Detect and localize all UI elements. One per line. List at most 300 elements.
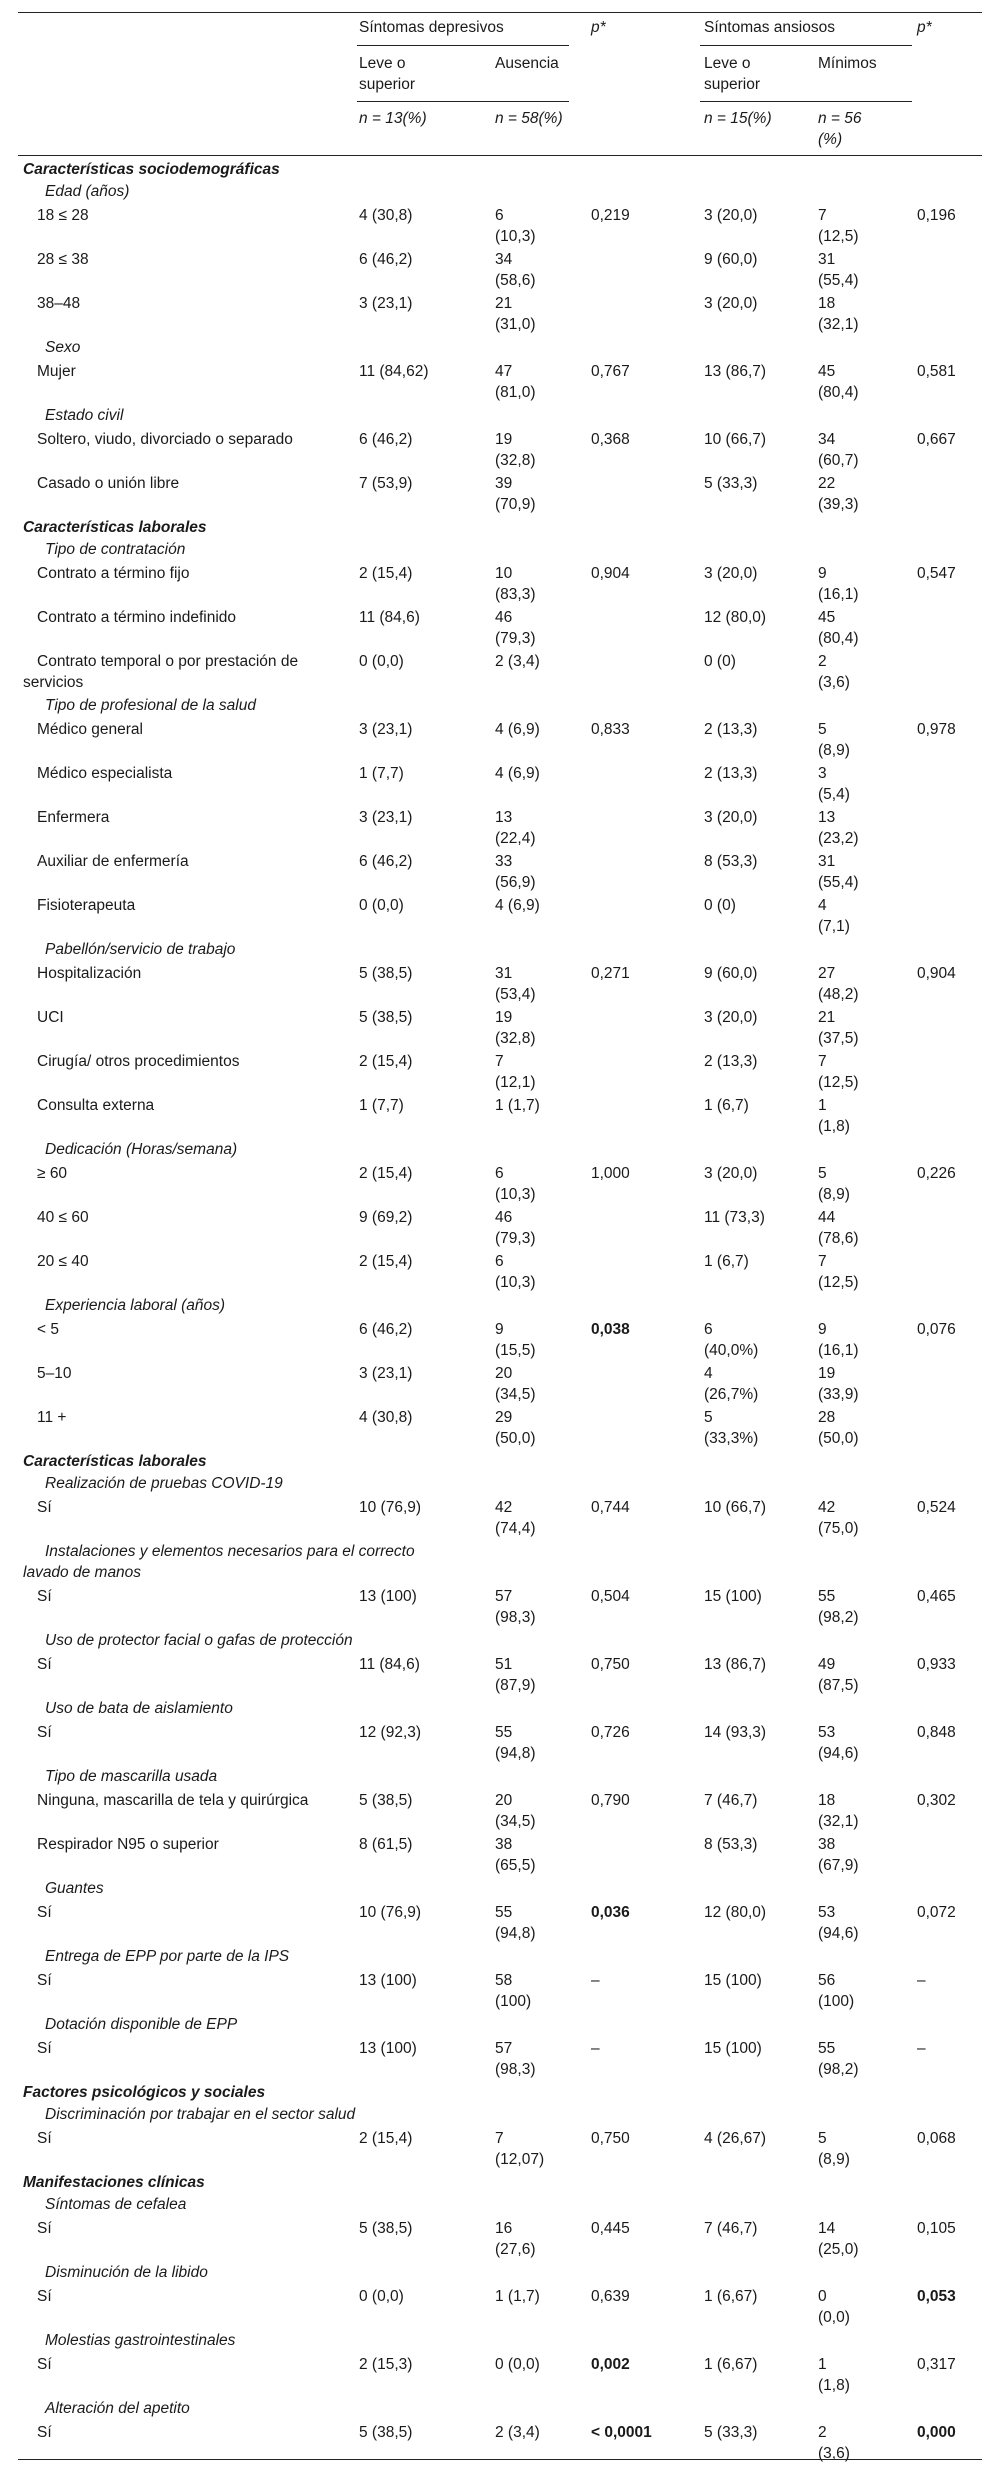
dep-p-value: 0,744 [591,1499,630,1516]
anx-leve-value: 1 (6,67) [704,2288,758,2305]
anx-leve-value: 15 (100) [704,1972,762,1989]
anx-minimos-value: 28 [818,1409,836,1426]
anx-minimos-value: (60,7) [818,452,859,469]
anx-minimos-header: Mínimos [818,55,877,72]
anxiety-subheader-rule [700,101,912,102]
anx-leve-n: n = 15(%) [704,110,772,127]
dep-ausencia-value: (74,4) [495,1520,536,1537]
dep-leve-value: 10 (76,9) [359,1499,422,1516]
group-label: Edad (años) [45,183,130,200]
anx-minimos-value: (48,2) [818,986,859,1003]
anx-p-value: 0,848 [917,1724,956,1741]
anx-minimos-value: 34 [818,431,836,448]
dep-leve-value: 3 (23,1) [359,295,413,312]
dep-ausencia-value: 0 (0,0) [495,2356,540,2373]
section-heading: Factores psicológicos y sociales [23,2084,266,2101]
anx-leve-value: 1 (6,7) [704,1253,749,1270]
row-label: ≥ 60 [37,1165,68,1182]
anx-p-value: 0,000 [917,2424,956,2441]
anx-leve-header: Leve o [704,55,751,72]
dep-ausencia-value: (50,0) [495,1430,536,1447]
row-label: Casado o unión libre [37,475,180,492]
dep-ausencia-n: n = 58(%) [495,110,563,127]
group-label: Síntomas de cefalea [45,2196,187,2213]
anx-minimos-value: (7,1) [818,918,850,935]
group-label: Alteración del apetito [45,2400,190,2417]
dep-p-value: 0,790 [591,1792,630,1809]
dep-leve-value: 3 (23,1) [359,721,413,738]
anx-minimos-value: (67,9) [818,1857,859,1874]
dep-leve-value: 9 (69,2) [359,1209,413,1226]
row-label: Sí [37,2220,52,2237]
dep-ausencia-value: 6 [495,207,504,224]
anx-minimos-value: (12,5) [818,1274,859,1291]
anx-minimos-value: (55,4) [818,874,859,891]
anx-leve-value: 12 (80,0) [704,1904,767,1921]
anx-minimos-value: 55 [818,1588,836,1605]
anx-leve-value: 4 [704,1365,713,1382]
dep-p-value: 0,219 [591,207,630,224]
anx-leve-value: 8 (53,3) [704,853,758,870]
anx-leve-value: 1 (6,7) [704,1097,749,1114]
row-label: Sí [37,1724,52,1741]
dep-ausencia-value: 19 [495,431,513,448]
dep-ausencia-value: (70,9) [495,496,536,513]
row-label: Sí [37,1972,52,1989]
anx-p-value: 0,076 [917,1321,956,1338]
depressive-group-rule [357,45,569,46]
anx-minimos-value: (5,4) [818,786,850,803]
anx-minimos-value: (16,1) [818,586,859,603]
dep-leve-value: 10 (76,9) [359,1904,422,1921]
group-label: Disminución de la libido [45,2264,208,2281]
group-label: Molestias gastrointestinales [45,2332,236,2349]
row-label: Soltero, viudo, divorciado o separado [37,431,293,448]
dep-ausencia-value: 2 (3,4) [495,653,540,670]
anx-minimos-value: (8,9) [818,1186,850,1203]
anx-minimos-value: (8,9) [818,742,850,759]
anx-leve-value: 9 (60,0) [704,965,758,982]
anx-minimos-value: 1 [818,1097,827,1114]
dep-p-value: – [591,2040,600,2057]
anx-leve-value: 15 (100) [704,2040,762,2057]
anx-minimos-value: 53 [818,1904,836,1921]
dep-ausencia-value: (12,07) [495,2151,545,2168]
anx-leve-value: 0 (0) [704,653,736,670]
anx-p-value: 0,226 [917,1165,956,1182]
row-label: 5–10 [37,1365,72,1382]
row-label: Sí [37,2130,52,2147]
p-value-header-anxiety: p* [917,19,932,36]
anx-minimos-value: (100) [818,1993,855,2010]
row-label: Sí [37,2288,52,2305]
anx-minimos-value: (8,9) [818,2151,850,2168]
dep-ausencia-value: 38 [495,1836,513,1853]
p-value-header-depressive: p* [591,19,606,36]
anx-leve-value: 14 (93,3) [704,1724,767,1741]
dep-ausencia-value: 33 [495,853,513,870]
dep-leve-value: 11 (84,6) [359,1656,420,1673]
anx-minimos-value: 7 [818,1253,827,1270]
dep-ausencia-value: (53,4) [495,986,536,1003]
section-heading: Características sociodemográficas [23,161,280,178]
anx-minimos-value: 19 [818,1365,836,1382]
dep-leve-value: 11 (84,62) [359,363,429,380]
row-label: < 5 [37,1321,59,1338]
anx-minimos-n: (%) [818,131,843,148]
anx-minimos-value: (0,0) [818,2309,850,2326]
dep-leve-value: 7 (53,9) [359,475,413,492]
anx-leve-value: 4 (26,67) [704,2130,767,2147]
dep-leve-value: 13 (100) [359,2040,417,2057]
anx-leve-value: 15 (100) [704,1588,762,1605]
anx-minimos-value: 38 [818,1836,836,1853]
anx-minimos-value: (94,6) [818,1745,859,1762]
anx-leve-value: 7 (46,7) [704,1792,758,1809]
dep-p-value: – [591,1972,600,1989]
anx-p-value: 0,933 [917,1656,956,1673]
anx-p-value: – [917,1972,926,1989]
anx-minimos-value: 27 [818,965,836,982]
dep-p-value: 0,767 [591,363,630,380]
dep-ausencia-value: (15,5) [495,1342,536,1359]
dep-leve-value: 5 (38,5) [359,1009,413,1026]
anx-minimos-value: (75,0) [818,1520,859,1537]
dep-p-value: 0,639 [591,2288,630,2305]
row-label: Mujer [37,363,76,380]
dep-ausencia-value: 55 [495,1724,513,1741]
anx-leve-header: superior [704,76,760,93]
anx-minimos-value: (80,4) [818,630,859,647]
anx-leve-value: (33,3%) [704,1430,759,1447]
dep-ausencia-value: (12,1) [495,1074,536,1091]
dep-ausencia-value: 4 (6,9) [495,721,540,738]
dep-ausencia-value: (98,3) [495,2061,536,2078]
dep-leve-value: 6 (46,2) [359,251,413,268]
table-bottom-rule [18,2459,982,2460]
anx-minimos-value: 5 [818,2130,827,2147]
dep-ausencia-value: (31,0) [495,316,536,333]
anx-leve-value: 6 [704,1321,713,1338]
dep-leve-value: 1 (7,7) [359,765,404,782]
row-label: 28 ≤ 38 [37,251,89,268]
dep-leve-value: 8 (61,5) [359,1836,413,1853]
anxiety-group-rule [700,45,912,46]
anx-leve-value: 5 [704,1409,713,1426]
dep-ausencia-value: 13 [495,809,513,826]
anx-minimos-value: (25,0) [818,2241,859,2258]
anx-p-value: 0,105 [917,2220,956,2237]
dep-ausencia-value: 57 [495,1588,513,1605]
anx-minimos-value: (87,5) [818,1677,859,1694]
anx-minimos-n: n = 56 [818,110,862,127]
anx-p-value: 0,053 [917,2288,956,2305]
anx-p-value: – [917,2040,926,2057]
row-label: Ninguna, mascarilla de tela y quirúrgica [37,1792,309,1809]
anx-leve-value: 9 (60,0) [704,251,758,268]
anx-minimos-value: 3 [818,765,827,782]
row-label: UCI [37,1009,64,1026]
dep-ausencia-value: (87,9) [495,1677,536,1694]
anx-minimos-value: (23,2) [818,830,859,847]
row-label: Contrato a término fijo [37,565,190,582]
dep-ausencia-value: (56,9) [495,874,536,891]
dep-leve-value: 2 (15,4) [359,2130,413,2147]
dep-ausencia-value: 31 [495,965,513,982]
anx-leve-value: 3 (20,0) [704,1165,758,1182]
dep-ausencia-value: (10,3) [495,228,536,245]
group-label: Dedicación (Horas/semana) [45,1141,238,1158]
anx-minimos-value: (32,1) [818,316,859,333]
group-label: Sexo [45,339,81,356]
dep-ausencia-value: 7 [495,1053,504,1070]
dep-ausencia-value: 19 [495,1009,513,1026]
anx-minimos-value: 18 [818,295,836,312]
anx-leve-value: 8 (53,3) [704,1836,758,1853]
dep-ausencia-value: (34,5) [495,1386,536,1403]
row-label: servicios [23,674,84,691]
dep-leve-value: 2 (15,3) [359,2356,413,2373]
anx-p-value: 0,068 [917,2130,956,2147]
group-label: Entrega de EPP por parte de la IPS [45,1948,290,1965]
dep-ausencia-value: 57 [495,2040,513,2057]
anx-leve-value: 2 (13,3) [704,721,758,738]
dep-ausencia-value: 34 [495,251,513,268]
dep-ausencia-value: (83,3) [495,586,536,603]
anx-minimos-value: 18 [818,1792,836,1809]
anx-minimos-value: 4 [818,897,827,914]
dep-ausencia-value: (34,5) [495,1813,536,1830]
row-label: Sí [37,2040,52,2057]
row-label: Consulta externa [37,1097,155,1114]
dep-ausencia-value: 29 [495,1409,513,1426]
dep-ausencia-value: 20 [495,1365,513,1382]
anx-leve-value: 3 (20,0) [704,207,758,224]
dep-ausencia-value: 4 (6,9) [495,897,540,914]
dep-ausencia-value: (22,4) [495,830,536,847]
anx-minimos-value: (1,8) [818,2377,850,2394]
anx-minimos-value: (50,0) [818,1430,859,1447]
section-heading: Características laborales [23,1453,207,1470]
anx-minimos-value: 45 [818,363,836,380]
dep-ausencia-value: (27,6) [495,2241,536,2258]
group-label: Instalaciones y elementos necesarios para el correcto [45,1543,415,1560]
dep-leve-value: 6 (46,2) [359,431,413,448]
anx-leve-value: 5 (33,3) [704,475,758,492]
anxiety-group-header: Síntomas ansiosos [704,19,835,36]
dep-p-value: 0,833 [591,721,630,738]
dep-leve-header: superior [359,76,415,93]
anx-minimos-value: 9 [818,565,827,582]
anx-minimos-value: 31 [818,853,836,870]
dep-ausencia-value: 46 [495,1209,513,1226]
anx-p-value: 0,667 [917,431,956,448]
row-label: Auxiliar de enfermería [37,853,189,870]
row-label: Contrato temporal o por prestación de [37,653,299,670]
anx-minimos-value: (16,1) [818,1342,859,1359]
anx-minimos-value: 45 [818,609,836,626]
section-heading: Características laborales [23,519,207,536]
dep-ausencia-value: 21 [495,295,513,312]
anx-minimos-value: (3,6) [818,674,850,691]
anx-leve-value: 11 (73,3) [704,1209,765,1226]
dep-ausencia-value: (98,3) [495,1609,536,1626]
dep-ausencia-value: 51 [495,1656,513,1673]
group-label: Dotación disponible de EPP [45,2016,238,2033]
group-label: lavado de manos [23,1564,142,1581]
dep-p-value: 0,750 [591,1656,630,1673]
dep-p-value: 0,038 [591,1321,630,1338]
anx-minimos-value: 1 [818,2356,827,2373]
row-label: Médico general [37,721,143,738]
header-bottom-rule [18,155,982,156]
dep-p-value: 0,504 [591,1588,630,1605]
dep-ausencia-value: (32,8) [495,1030,536,1047]
row-label: Médico especialista [37,765,173,782]
row-label: Fisioterapeuta [37,897,136,914]
dep-ausencia-value: (79,3) [495,1230,536,1247]
dep-leve-value: 5 (38,5) [359,2424,413,2441]
row-label: 38–48 [37,295,81,312]
anx-minimos-value: 7 [818,207,827,224]
anx-p-value: 0,904 [917,965,956,982]
dep-ausencia-value: 58 [495,1972,513,1989]
anx-minimos-value: (94,6) [818,1925,859,1942]
dep-ausencia-value: 47 [495,363,513,380]
anx-minimos-value: 56 [818,1972,836,1989]
dep-leve-value: 6 (46,2) [359,853,413,870]
table-top-rule [18,12,982,13]
group-label: Pabellón/servicio de trabajo [45,941,236,958]
anx-p-value: 0,581 [917,363,956,380]
dep-ausencia-value: 7 [495,2130,504,2147]
row-label: 18 ≤ 28 [37,207,89,224]
dep-ausencia-value: 20 [495,1792,513,1809]
anx-minimos-value: 9 [818,1321,827,1338]
dep-leve-value: 0 (0,0) [359,2288,404,2305]
anx-minimos-value: 22 [818,475,836,492]
dep-ausencia-header: Ausencia [495,55,559,72]
dep-ausencia-value: 6 [495,1165,504,1182]
anx-leve-value: 1 (6,67) [704,2356,758,2373]
row-label: Sí [37,2424,52,2441]
anx-minimos-value: (37,5) [818,1030,859,1047]
anx-minimos-value: 42 [818,1499,836,1516]
dep-leve-value: 2 (15,4) [359,565,413,582]
dep-ausencia-value: (58,6) [495,272,536,289]
group-label: Discriminación por trabajar en el sector salud [45,2106,356,2123]
row-label: Sí [37,1904,52,1921]
dep-p-value: 0,904 [591,565,630,582]
row-label: Cirugía/ otros procedimientos [37,1053,240,1070]
anx-minimos-value: 44 [818,1209,836,1226]
group-label: Uso de bata de aislamiento [45,1700,233,1717]
group-label: Tipo de contratación [45,541,186,558]
anx-leve-value: 13 (86,7) [704,1656,767,1673]
dep-p-value: 1,000 [591,1165,630,1182]
row-label: Sí [37,2356,52,2373]
anx-minimos-value: (12,5) [818,1074,859,1091]
anx-leve-value: 5 (33,3) [704,2424,758,2441]
dep-leve-value: 0 (0,0) [359,653,404,670]
anx-minimos-value: (78,6) [818,1230,859,1247]
anx-leve-value: 3 (20,0) [704,565,758,582]
dep-leve-value: 13 (100) [359,1588,417,1605]
dep-ausencia-value: 4 (6,9) [495,765,540,782]
dep-leve-value: 3 (23,1) [359,809,413,826]
row-label: Respirador N95 o superior [37,1836,219,1853]
anx-minimos-value: (33,9) [818,1386,859,1403]
anx-minimos-value: 53 [818,1724,836,1741]
anx-minimos-value: 0 [818,2288,827,2305]
anx-leve-value: 0 (0) [704,897,736,914]
dep-ausencia-value: (94,8) [495,1925,536,1942]
anx-minimos-value: 2 [818,653,827,670]
dep-ausencia-value: 9 [495,1321,504,1338]
anx-p-value: 0,978 [917,721,956,738]
anx-p-value: 0,302 [917,1792,956,1809]
dep-p-value: 0,726 [591,1724,630,1741]
anx-leve-value: 2 (13,3) [704,765,758,782]
dep-p-value: 0,368 [591,431,630,448]
anx-p-value: 0,547 [917,565,956,582]
dep-leve-value: 13 (100) [359,1972,417,1989]
group-label: Realización de pruebas COVID-19 [45,1475,283,1492]
row-label: Contrato a término indefinido [37,609,237,626]
group-label: Guantes [45,1880,104,1897]
dep-p-value: 0,750 [591,2130,630,2147]
anx-p-value: 0,317 [917,2356,956,2373]
anx-minimos-value: 13 [818,809,836,826]
dep-ausencia-value: 1 (1,7) [495,1097,540,1114]
row-label: Hospitalización [37,965,142,982]
anx-minimos-value: (1,8) [818,1118,850,1135]
dep-ausencia-value: (32,8) [495,452,536,469]
dep-ausencia-value: 46 [495,609,513,626]
dep-leve-value: 12 (92,3) [359,1724,422,1741]
dep-ausencia-value: 1 (1,7) [495,2288,540,2305]
dep-p-value: 0,445 [591,2220,630,2237]
anx-p-value: 0,196 [917,207,956,224]
anx-minimos-value: 14 [818,2220,836,2237]
group-label: Tipo de profesional de la salud [45,697,256,714]
anx-leve-value: (26,7%) [704,1386,759,1403]
anx-p-value: 0,465 [917,1588,956,1605]
anx-leve-value: 3 (20,0) [704,809,758,826]
dep-leve-value: 2 (15,4) [359,1053,413,1070]
anx-minimos-value: 49 [818,1656,836,1673]
anx-leve-value: 10 (66,7) [704,431,767,448]
dep-p-value: < 0,0001 [591,2424,652,2441]
dep-leve-value: 3 (23,1) [359,1365,413,1382]
row-label: 11 + [37,1409,67,1426]
dep-ausencia-value: (100) [495,1993,532,2010]
anx-p-value: 0,524 [917,1499,956,1516]
dep-ausencia-value: 10 [495,565,513,582]
dep-leve-value: 0 (0,0) [359,897,404,914]
anx-minimos-value: 21 [818,1009,836,1026]
row-label: Sí [37,1588,52,1605]
dep-leve-value: 5 (38,5) [359,965,413,982]
anx-minimos-value: (32,1) [818,1813,859,1830]
depressive-group-header: Síntomas depresivos [359,19,504,36]
dep-p-value: 0,271 [591,965,630,982]
anx-minimos-value: 55 [818,2040,836,2057]
anx-leve-value: 13 (86,7) [704,363,767,380]
dep-ausencia-value: 16 [495,2220,513,2237]
dep-leve-value: 6 (46,2) [359,1321,413,1338]
dep-leve-value: 4 (30,8) [359,207,413,224]
